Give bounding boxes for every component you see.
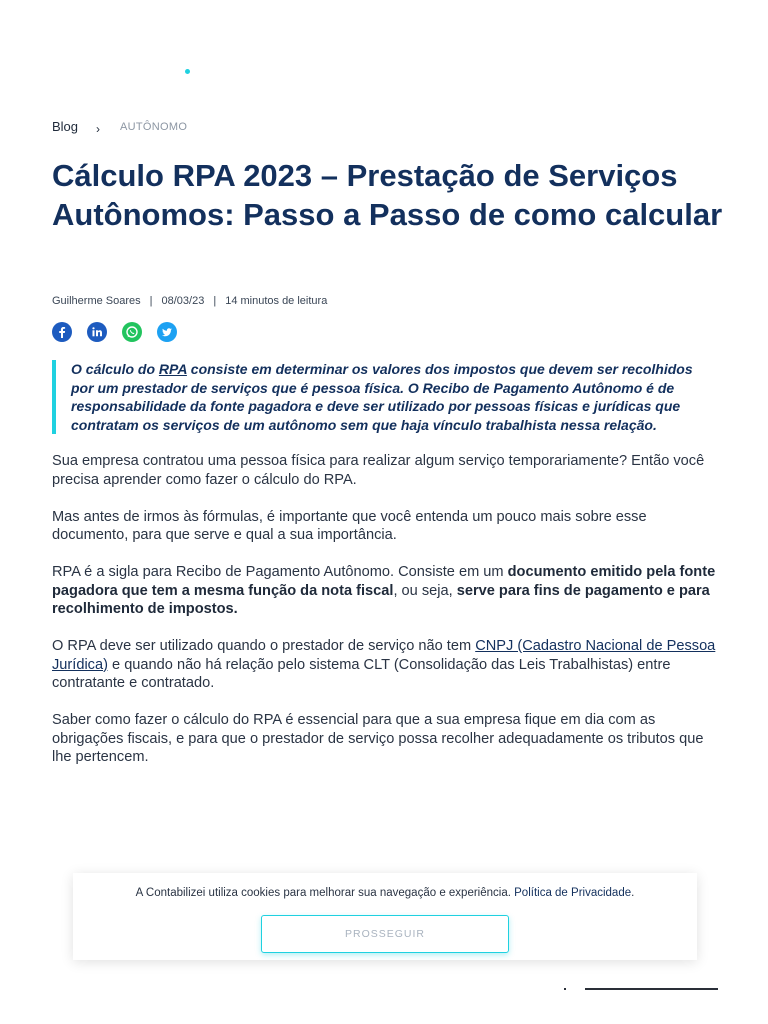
cnpj-link[interactable]: CNPJ (Cadastro Nacional de Pessoa Jurídica) (52, 638, 716, 673)
chevron-right-icon: › (96, 121, 101, 136)
cookie-banner (73, 873, 697, 960)
rpa-link[interactable]: RPA (158, 361, 187, 377)
breadcrumb-category-link[interactable]: AUTÔNOMO (120, 120, 188, 133)
logo-dot (185, 69, 190, 74)
article-body (52, 452, 722, 785)
whatsapp-icon[interactable] (122, 322, 142, 342)
quote-text-end: consiste em determinar os valores dos impostos que devem ser recolhidos por um prestador de serviços que é pessoa física. O Recibo de Pagamento Autônomo é de responsabilidade da fonte pagadora e deve ser utilizado por pessoas físicas e jurídicas que contratam os serviços de um autônomo sem que haja vínculo trabalhista nessa relação. (71, 361, 693, 433)
linkedin-icon[interactable] (87, 322, 107, 342)
cookie-text: A Contabilizei utiliza cookies para melhorar sua navegação e experiência. (135, 887, 515, 899)
divider-tick (564, 988, 566, 990)
page-title: Cálculo RPA 2023 – Prestação de Serviços Autônomos: Passo a Passo de como calcular (52, 158, 723, 232)
paragraph-1: Sua empresa contratou uma pessoa física para realizar algum serviço temporariamente? Então você precisa aprender como fazer o cálculo do RPA. (52, 453, 705, 488)
paragraph-5: Saber como fazer o cálculo do RPA é essencial para que a sua empresa fique em dia com as obrigações fiscais, e para que o prestador de serviço possa recolher adequadamente os tributos que lhe pertencem. (52, 712, 704, 765)
read-time: 14 minutos de leitura (225, 295, 328, 307)
paragraph-3 (52, 563, 722, 619)
twitter-icon[interactable] (157, 322, 177, 342)
facebook-icon[interactable] (52, 322, 72, 342)
paragraph-3-text-1: RPA é a sigla para Recibo de Pagamento Autônomo. Consiste em um (52, 564, 508, 580)
breadcrumb-blog-link[interactable]: Blog (52, 119, 79, 134)
meta-separator: | (149, 295, 153, 307)
share-bar (52, 322, 177, 342)
cookie-message (73, 887, 697, 899)
accept-cookies-button[interactable]: PROSSEGUIR (261, 915, 509, 953)
cookie-text-end: . (631, 887, 635, 899)
paragraph-3-bold-2: serve para fins de pagamento e para recolhimento de impostos. (52, 582, 710, 617)
author-name[interactable]: Guilherme Soares (52, 295, 141, 307)
intro-quote (52, 360, 712, 434)
paragraph-3-bold-1: documento emitido pela fonte pagadora que tem a mesma função da nota fiscal (52, 564, 716, 599)
divider-line (585, 988, 718, 990)
breadcrumb (52, 119, 187, 134)
paragraph-4-text-1: O RPA deve ser utilizado quando o prestador de serviço não tem (52, 638, 476, 654)
paragraph-2: Mas antes de irmos às fórmulas, é importante que você entenda um pouco mais sobre esse documento, para que serve e qual a sua importância. (52, 508, 647, 543)
paragraph-4 (52, 637, 722, 693)
paragraph-3-text-2: , ou seja, (393, 582, 457, 599)
quote-text-start: O cálculo do (71, 361, 159, 377)
privacy-policy-link[interactable]: Política de Privacidade (514, 887, 632, 899)
article-meta (52, 295, 327, 307)
meta-separator: | (213, 295, 217, 307)
paragraph-4-text-2: e quando não há relação pelo sistema CLT (Consolidação das Leis Trabalhistas) entre contratante e contratado. (52, 656, 671, 691)
publish-date: 08/03/23 (161, 295, 205, 307)
